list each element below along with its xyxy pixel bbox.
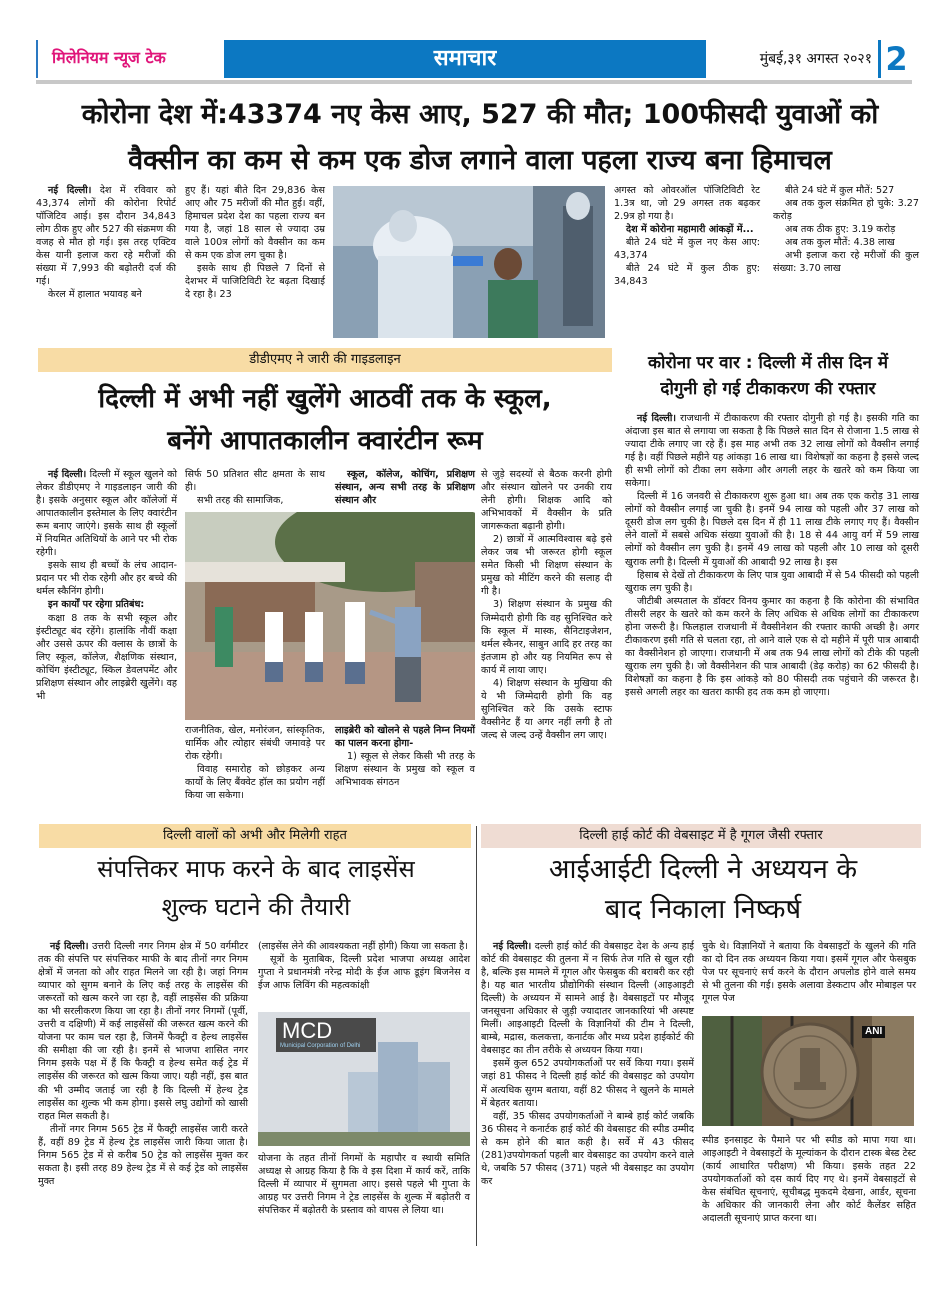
story1-col3-subhead: देश में कोरोना महामारी आंकड़ों में...: [626, 224, 754, 236]
story2-col4-p1: से जुड़े सदस्यों से बैठक करनी होगी और संस्थान खोलने पर उनकी राय लेनी होगी। शिक्षक आदि को अभिभावकों में वैक्सीन के प्रति जागरूकता बढ़ानी होगी।: [481, 469, 612, 533]
story5-headline: [481, 850, 925, 930]
story1-col3-p2: बीते 24 घंटे में कुल नए केस आए: 43,374: [614, 237, 760, 262]
story1-col1-p1: देश में रविवार को 43,374 लोगों की कोरोना रिपोर्ट पॉजिटिव आई। इस दौरान 34,843 लोग ठीक हुए और 527 की संक्रमण की वजह से मौत हो गई। इस तरह एक्टिव केस यानी इलाज करा रहे मरीजों की संख्या में 7,993 की बढ़ोतरी दर्ज की गई।: [36, 185, 176, 288]
story5-dateline: नई दिल्ली।: [493, 941, 532, 952]
masthead: [36, 36, 908, 82]
story2-headline-line1: दिल्ली में अभी नहीं खुलेंगे आठवीं तक के स्कूल,: [98, 384, 552, 414]
story4-headline-line1: संपत्तिकर माफ करने के बाद लाइसेंस: [97, 855, 415, 883]
story3-headline-line1: कोरोना पर वार : दिल्ली में तीस दिन में: [647, 353, 889, 373]
dateline: मुंबई,३१ अगस्त २०२१: [759, 51, 872, 67]
story1-col2-p2: इसके साथ ही पिछले 7 दिनों से देशभर में पाजिटिविटी रेट बढ़ता दिखाई दे रहा है। 23: [185, 263, 325, 301]
story2-col2-bottom: [185, 724, 325, 802]
story1-headline-line2: वैक्सीन का कम से कम एक डोज लगाने वाला पहला राज्य बना हिमाचल: [128, 145, 832, 176]
story1-col3-p1: अगस्त को ओवरऑल पॉजिटिविटी रेट 1.3त्र था, जो 29 अगस्त तक बढ़कर 2.9त्र हो गया है।: [614, 185, 760, 223]
story4-col1: [38, 940, 248, 1188]
column-divider: [476, 826, 477, 1246]
story2-col3-subhead1: स्कूल, कॉलेज, कोचिंग, प्रशिक्षण संस्थान, अन्य सभी तरह के प्रशिक्षण संस्थान और: [335, 469, 475, 507]
story4-col2-p1: (लाइसेंस लेने की आवश्यकता नहीं होगी) किया जा सकता है।: [258, 941, 468, 952]
story2-dateline: नई दिल्ली।: [48, 469, 87, 480]
story1-col4-p5: अभी इलाज करा रहे मरीजों की कुल संख्या: 3.70 लाख: [773, 250, 919, 275]
story2-col3-subhead2: लाइब्रेरी को खोलने से पहले निम्न नियमों का पालन करना होगा-: [335, 725, 475, 750]
mcd-logo-text: MCD: [282, 1018, 333, 1043]
story2-col3-p1: 1) स्कूल से लेकर किसी भी तरह के शिक्षण संस्थान के प्रमुख को स्कूल व अभिभावक संगठन: [335, 751, 475, 789]
story5-col1: [481, 940, 694, 1188]
masthead-rule: [36, 80, 912, 84]
story5-col2-bottom: [702, 1134, 916, 1225]
mcd-logo-subtext: Municipal Corporation of Delhi: [280, 1043, 361, 1049]
story3-p2: दिल्ली में 16 जनवरी से टीकाकरण शुरू हुआ था। अब तक एक करोड़ 31 लाख लोगों को वैक्सीन लगाई जा चुकी है। इनमें 94 लाख को पहली और 37 लाख को दूसरी डोज लग चुकी है। पिछले दस दिन में ही 11 लाख टीके लगाए गए हैं। वैक्सीन लेने वालों में सबसे अधिक संख्या युवाओं की है। 18 से 44 आयु वर्ग में 59 लाख लोगों को वैक्सीन लग चुकी है। इनमें 49 लाख को पहली और 10 लाख को दूसरी खुराक लगी है। दिल्ली में युवाओं की आबादी 92 लाख है। इस: [625, 491, 919, 568]
story2-col3-bottom: [335, 724, 475, 789]
story1-headline-line1: कोरोना देश में:43374 नए केस आए, 527 की मौत; 100फीसदी युवाओं को: [81, 99, 879, 130]
story5-col2-p1: चुके थे। विज्ञानियों ने बताया कि वेबसाइटों के खुलने की गति का दो दिन तक अध्ययन किया गया। इसमें गूगल और फेसबुक पेज पर सूचनाएं सर्च करने के दौरान अपलोड होने वाले समय से भी तुलना की गई। इसके अलावा डेस्कटाप और मोबाइल पर गूगल पेज: [702, 941, 916, 1005]
story4-col2-top: [258, 940, 470, 992]
story3-p3: हिसाब से देखें तो टीकाकरण के लिए पात्र युवा आबादी में से 54 फीसदी को पहली खुराक लग चुकी है।: [625, 569, 919, 594]
story1-col3-p3: बीते 24 घंटे में कुल ठीक हुए: 34,843: [614, 263, 760, 288]
story5-col1-p2: इसमें कुल 652 उपयोगकर्ताओं पर सर्वे किया गया। इसमें जहां 81 फीसद ने दिल्ली हाई कोर्ट की वेबसाइट को उपयोग में अत्यधिक सुगम बताया, वहीं 82 फीसद ने खुलने के मामले में बेहतर बताया।: [481, 1058, 694, 1109]
story2-col1: [36, 468, 177, 703]
story1-dateline: नई दिल्ली।: [48, 185, 92, 196]
story4-col2-bottom: [258, 1152, 470, 1217]
story2-col2-p2: सभी तरह की सामाजिक,: [197, 495, 284, 507]
story2-col4-p3: 3) शिक्षण संस्थान के प्रमुख की जिम्मेदारी होगी कि वह सुनिश्चित करे कि स्कूल में मास्क, सैनिटाइजेशन, थर्मल स्कैनर, साबुन आदि हर तरह का इंतजाम हो और यह नियमित रूप से कार्य में लाया जाए।: [481, 599, 612, 676]
story4-photo-mcd-building: [258, 1012, 470, 1146]
story1-col4-p1: बीते 24 घंटे में कुल मौतें: 527: [785, 185, 895, 196]
story4-headline: [36, 850, 476, 926]
story1-col4-p4: अब तक कुल मौतें: 4.38 लाख: [785, 237, 895, 249]
story5-col1-p1: दल्ली हाई कोर्ट की वेबसाइट देश के अन्य हाई कोर्ट की वेबसाइट की तुलना में न सिर्फ तेज गति से खुल रही है, बल्कि इस मामले में गूगल और फेसबुक की बराबरी कर रही है। यह बात भारतीय प्रौद्योगिकी संस्थान दिल्ली (आइआइटी दिल्ली) के अध्ययन में सामने आई है। वेबसाइटों पर मौजूद जनसूचना अधिकार से जुड़ी ज्यादातर जानकारियां भी अस्पष्ट मिलीं। आइआइटी दिल्ली के विज्ञानियों की टीम ने दिल्ली, बाम्बे, मद्रास, कलकत्ता, कनार्टक और मध्य प्रदेश हाईकोर्ट की वेबसाइट का तीन तरीके से अध्ययन किया गया।: [481, 941, 695, 1057]
story1-col1-p2: केरल में हालात भयावह बने: [48, 289, 142, 301]
story1-col4: [773, 184, 919, 275]
story5-col1-p3: वहीं, 35 फीसद उपयोगकर्ताओं ने बाम्बे हाई कोर्ट जबकि 36 फीसद ने कनार्टक हाई कोर्ट की वेबसाइट की स्पीड उम्मीद से कम होने की बात कही है। सर्वे में 43 फीसद (281)उपयोगकर्ता पहली बार वेबसाइट का उपयोग करने वाले थे, जबकि 57 फीसद (371) पहले भी वेबसाइट का उपयोग कर: [481, 1110, 694, 1187]
story1-col3: [614, 184, 760, 288]
section-title: समाचार: [224, 40, 706, 78]
story3-headline-line2: दोगुनी हो गई टीकाकरण की रफ्तार: [660, 379, 876, 399]
story5-col2-top: [702, 940, 916, 1005]
story4-dateline: नई दिल्ली।: [50, 941, 89, 952]
story4-headline-line2: शुल्क घटाने की तैयारी: [161, 893, 351, 921]
story3-body: [625, 412, 919, 699]
story2-headline: [36, 378, 614, 462]
story5-photo-high-court-seal: [702, 1016, 914, 1126]
story2-col4-p2: 2) छात्रों में आत्मविश्वास बढ़े इसे लेकर जब भी जरूरत होगी स्कूल समेत किसी भी शिक्षण संस्थान के प्रमुख को मीटिंग करने की सलाह दी गी है।: [481, 534, 612, 598]
story1-col2: [185, 184, 325, 301]
brand-name: मिलेनियम न्यूज टेक: [36, 40, 224, 78]
story1-photo-vaccination: [333, 186, 605, 338]
story5-kicker: दिल्ली हाई कोर्ट की वेबसाइट में है गूगल जैसी रफ्तार: [481, 824, 921, 848]
story4-col1-p2: तीनों नगर निगम 565 ट्रेड में फैक्ट्री लाइसेंस जारी करते हैं, वहीं 89 ट्रेड में हेल्थ ट्रेड लाइसेंस जारी किया जाता है। निगम 565 ट्रेड में से करीब 50 ट्रेड को लाइसेंस मुक्त कर सकता है। इसी तरह 89 हेल्थ ट्रेड में से कई ट्रेड को लाइसेंस मुक्त: [38, 1123, 248, 1187]
story2-col3-top: [335, 468, 475, 507]
story4-col2-p2: सूत्रों के मुताबिक, दिल्ली प्रदेश भाजपा अध्यक्ष आदेश गुप्ता ने प्रधानमंत्री नरेन्द्र मोदी के ईज आफ डूइंग बिजनेस व ईज आफ लिविंग की महत्वकांक्षी: [258, 954, 470, 992]
story2-col2-p4: विवाह समारोह को छोड़कर अन्य कार्यों के लिए बैंक्वेट हॉल का प्रयोग नहीं किया जा सकेगा।: [185, 764, 325, 802]
story2-col1-p1: दिल्ली में स्कूल खुलने को लेकर डीडीएमए ने गाइडलाइन जारी की है। इसके अनुसार स्कूल और कॉलेजों में आपातकालीन इस्तेमाल के लिए क्वारंटीन रूम बनाए जाएंगे। इसके साथ ही स्कूलों में नियमित अतिथियों के आने पर भी रोक रहेगी।: [36, 469, 178, 559]
story5-headline-line2: बाद निकाला निष्कर्ष: [604, 894, 802, 925]
page-number: 2: [878, 40, 912, 78]
story2-col2-p1: सिर्फ 50 प्रतिशत सीट क्षमता के साथ ही।: [185, 469, 325, 494]
story2-col1-p2: इसके साथ ही बच्चों के लंच आदान-प्रदान पर भी रोक रहेगी और हर बच्चे की थर्मल स्कैनिंग होगी।: [36, 560, 177, 598]
story2-col4-p4: 4) शिक्षण संस्थान के मुखिया की ये भी जिम्मेदारी होगी कि वह सुनिश्चित करे कि उसके स्टाफ वैक्सीनेट हैं या अगर नहीं लगी है तो जल्द से जल्द उन्हें वैक्सीन लग जाए।: [481, 677, 612, 741]
story2-headline-line2: बनेंगे आपातकालीन क्वारंटीन रूम: [167, 426, 483, 456]
story2-kicker: डीडीएमए ने जारी की गाइडलाइन: [38, 348, 612, 372]
story5-col2-p2: स्पीड इनसाइट के पैमाने पर भी स्पीड को मापा गया था। आइआइटी ने वेबसाइटों के मूल्यांकन के दौरान टास्क बेस्ड टेस्ट (कार्य आधारित परीक्षण) भी किया। इसके तहत 22 उपयोगकर्ताओं को दस कार्य दिए गए थे। इनमें वेबसाइटों से केस संबंधित सूचनाएं, सूचीबद्ध मुकदमे देखना, आर्डर, सूचना के अधिकार की जानकारी लेना और कोर्ट कैलेंडर सहित अदालती सूचनाएं प्राप्त करना था।: [702, 1135, 916, 1225]
story1-col2-p1: हुए हैं। यहां बीते दिन 29,836 केस आए और 75 मरीजों की मौत हुई। वहीं, हिमाचल प्रदेश देश का पहला राज्य बन गया है, जहां 18 साल से ज्यादा उम्र वाले 100त्र लोगों को वैक्सीन का कम से कम एक डोज लग चुका है।: [185, 185, 325, 262]
story4-col2-p3: योजना के तहत तीनों निगमों के महापौर व स्थायी समिति अध्यक्ष से आग्रह किया है कि वे इस दिशा में कार्य करें, ताकि दिल्ली में व्यापार में सुगमता आए। इससे पहले भी गुप्ता के आग्रह पर उत्तरी निगम ने ट्रेड लाइसेंस के शुल्क में बढ़ोतरी व संपत्तिकर में बढ़ोतरी के प्रस्ताव को वापस ले लिया था।: [258, 1153, 470, 1217]
story2-col2-top: [185, 468, 325, 507]
story5-headline-line1: आईआईटी दिल्ली ने अध्ययन के: [548, 854, 858, 885]
story3-p4: जीटीबी अस्पताल के डॉक्टर विनय कुमार का कहना है कि कोरोना की संभावित तीसरी लहर के खतरे को कम करने के लिए अधिक से अधिक लोगों का टीकाकरण होना जरूरी है। फिलहाल राजधानी में वैक्सीनेशन की रफ्तार काफी अच्छी है। अगर टीकाकरण इसी गति से चलता रहा, तो आने वाले एक से दो महीने में पूरी पात्र आबादी का वैक्सीनेशन हो जाएगा। राजधानी में अब तक 94 लाख लोगों को टीके की पहली खुराक लग चुकी है। जो वैक्सीनेशन की पात्र आबादी (डेढ़ करोड़) का 62 फीसदी है। विशेषज्ञों का कहना है कि इस आंकड़े को 80 फीसदी तक पहुंचाने की जरूरत है। इससे अगली लहर का खतरा काफी हद तक कम हो जाएगा।: [625, 595, 919, 698]
story2-col1-subhead: इन कार्यों पर रहेगा प्रतिबंध:: [48, 599, 145, 611]
story1-col1: [36, 184, 176, 301]
story1-col4-p2: अब तक कुल संक्रमित हो चुके: 3.27 करोड़: [773, 198, 919, 223]
story3-headline: [618, 350, 918, 402]
story1-headline: [30, 92, 930, 184]
story4-col1-p1: उत्तरी दिल्ली नगर निगम क्षेत्र में 50 वर्गमीटर तक की संपत्ति पर संपत्तिकर माफी के बाद तीनों नगर निगम क्षेत्रों में जनता को और राहत मिलने जा रही है। जहां निगम व्यापार को सुगम बनाने के लिए कई तरह के लाइसेंस की जरूरतों को खत्म करने जा रहा है, वहीं लाइसेंस की प्रक्रिया का भी सरलीकरण किया जा रहा है। तीनों नगर निगमों (पूर्वी, उत्तरी व दक्षिणी) में कई लाइसेंसों की जरूरत खत्म करने की योजना पर काम चल रहा है, जिनमें फैक्ट्री व हेल्थ लाइसेंस की समीक्षा की जा रही है। इनमें से भाजपा शासित नगर निगम इसके पक्ष में हैं कि फैक्ट्री व हेल्थ समेत कई ट्रेड में लाइसेंस की जरूरत को खत्म किया जाए। यही नहीं, इस बात की भी उम्मीद जताई जा रही है कि दिल्ली में हेल्थ ट्रेड लाइसेंस का शुल्क भी कम होगा। इससे लघु उद्योगों को खासी राहत मिल सकती है।: [38, 941, 248, 1122]
ani-photo-credit: ANI: [862, 1026, 885, 1038]
story2-col4: [481, 468, 612, 742]
story4-kicker: दिल्ली वालों को अभी और मिलेगी राहत: [39, 824, 471, 848]
story2-photo-school-students: [185, 512, 475, 720]
story1-col4-p3: अब तक ठीक हुए: 3.19 करोड़: [785, 224, 896, 236]
story2-col2-p3: राजनीतिक, खेल, मनोरंजन, सांस्कृतिक, धार्मिक और त्योहार संबंधी जमावड़े पर रोक रहेगी।: [185, 725, 325, 763]
story3-dateline: नई दिल्ली।: [637, 413, 677, 424]
story3-p1: राजधानी में टीकाकरण की रफ्तार दोगुनी हो गई है। इसकी गति का अंदाजा इस बात से लगाया जा सकता है कि पिछले सात दिन से रोजाना 1.5 लाख से ज्यादा टीके लगाए जा रहे हैं। इस माह अभी तक 32 लाख लोगों को वैक्सीन लगाई गई है। वहीं पिछले महीने यह आंकड़ा 16 लाख था। विशेषज्ञों का कहना है इससे जल्द ही सभी लोगों को टीका लग सकेगा और अगली लहर के खतरे को कम किया जा सकेगा।: [625, 413, 920, 490]
story2-col1-p3: कक्षा 8 तक के सभी स्कूल और इंस्टीट्यूट बंद रहेंगे। हालांकि नौवीं कक्षा और उससे ऊपर की क्लास के छात्रों के लिए स्कूल, कॉलेज, शैक्षणिक संस्थान, कोचिंग इंस्टीट्यूट, स्किल डेवलपमेंट और प्रशिक्षण संस्थान और लाइब्रेरी खुलेंगे। वह भी: [36, 612, 177, 702]
